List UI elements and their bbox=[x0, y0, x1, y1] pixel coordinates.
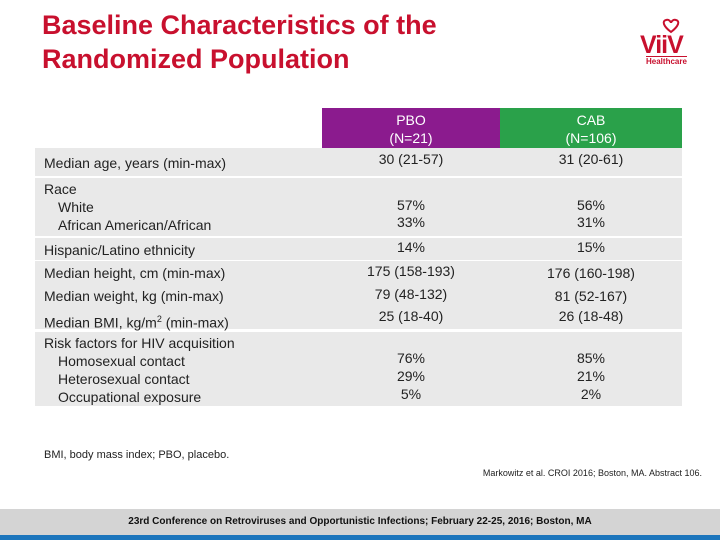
column-header-pbo bbox=[322, 108, 500, 148]
cab-risk-homo: 85% bbox=[576, 350, 606, 366]
cab-age: 31 (20-61) bbox=[558, 151, 624, 167]
column-header-cab bbox=[500, 108, 682, 148]
row-label-race-white: White bbox=[58, 199, 94, 215]
pbo-risk-hetero: 29% bbox=[396, 368, 426, 384]
row-label-height: Median height, cm (min-max) bbox=[44, 265, 226, 281]
cab-risk-occ: 2% bbox=[580, 386, 602, 402]
cab-name: CAB bbox=[576, 112, 606, 128]
pbo-risk-homo: 76% bbox=[396, 350, 426, 366]
logo-subtext: Healthcare bbox=[646, 57, 687, 66]
title-line-2: Randomized Population bbox=[42, 44, 350, 74]
pbo-race-african: 33% bbox=[396, 214, 426, 230]
row-label-hispanic: Hispanic/Latino ethnicity bbox=[44, 242, 195, 258]
cab-bmi: 26 (18-48) bbox=[558, 308, 624, 324]
cab-risk-hetero: 21% bbox=[576, 368, 606, 384]
cab-height: 176 (160-198) bbox=[547, 265, 635, 281]
cab-n: (N=106) bbox=[565, 130, 617, 146]
pbo-hispanic: 14% bbox=[396, 239, 426, 255]
bmi-label-sup: 2 bbox=[156, 314, 162, 324]
row-label-weight: Median weight, kg (min-max) bbox=[44, 288, 224, 304]
pbo-height: 175 (158-193) bbox=[367, 263, 455, 279]
row-label-risk: Risk factors for HIV acquisition bbox=[44, 335, 235, 351]
cab-race-white: 56% bbox=[576, 197, 606, 213]
title-line-1: Baseline Characteristics of the bbox=[42, 10, 437, 40]
logo-wordmark: ViiV bbox=[640, 31, 683, 59]
row-label-risk-hetero: Heterosexual contact bbox=[58, 371, 190, 387]
row-label-bmi bbox=[44, 310, 229, 332]
pbo-risk-occ: 5% bbox=[400, 386, 422, 402]
bmi-label-post: (min-max) bbox=[161, 314, 229, 331]
pbo-n: (N=21) bbox=[389, 130, 433, 146]
pbo-race-white: 57% bbox=[396, 197, 426, 213]
citation: Markowitz et al. CROI 2016; Boston, MA. Abstract 106. bbox=[482, 468, 702, 478]
conference-bar: 23rd Conference on Retroviruses and Opportunistic Infections; February 22-25, 2016; Boston, MA bbox=[0, 509, 720, 535]
cab-race-african: 31% bbox=[576, 214, 606, 230]
pbo-bmi: 25 (18-40) bbox=[378, 308, 444, 324]
cab-hispanic: 15% bbox=[576, 239, 606, 255]
row-label-race-african: African American/African bbox=[58, 217, 212, 233]
pbo-age: 30 (21-57) bbox=[378, 151, 444, 167]
pbo-name: PBO bbox=[396, 112, 426, 128]
pbo-weight: 79 (48-132) bbox=[374, 286, 448, 302]
footer-accent-line bbox=[0, 535, 720, 540]
slide-title bbox=[42, 8, 562, 76]
bmi-label-pre: Median BMI, kg/m bbox=[44, 314, 157, 331]
row-label-risk-occ: Occupational exposure bbox=[58, 389, 202, 405]
footnote: BMI, body mass index; PBO, placebo. bbox=[44, 449, 230, 461]
viiv-logo bbox=[636, 18, 704, 68]
row-label-age: Median age, years (min-max) bbox=[44, 155, 227, 171]
cab-weight: 81 (52-167) bbox=[554, 288, 628, 304]
row-label-race: Race bbox=[44, 181, 77, 197]
row-label-risk-homo: Homosexual contact bbox=[58, 353, 185, 369]
